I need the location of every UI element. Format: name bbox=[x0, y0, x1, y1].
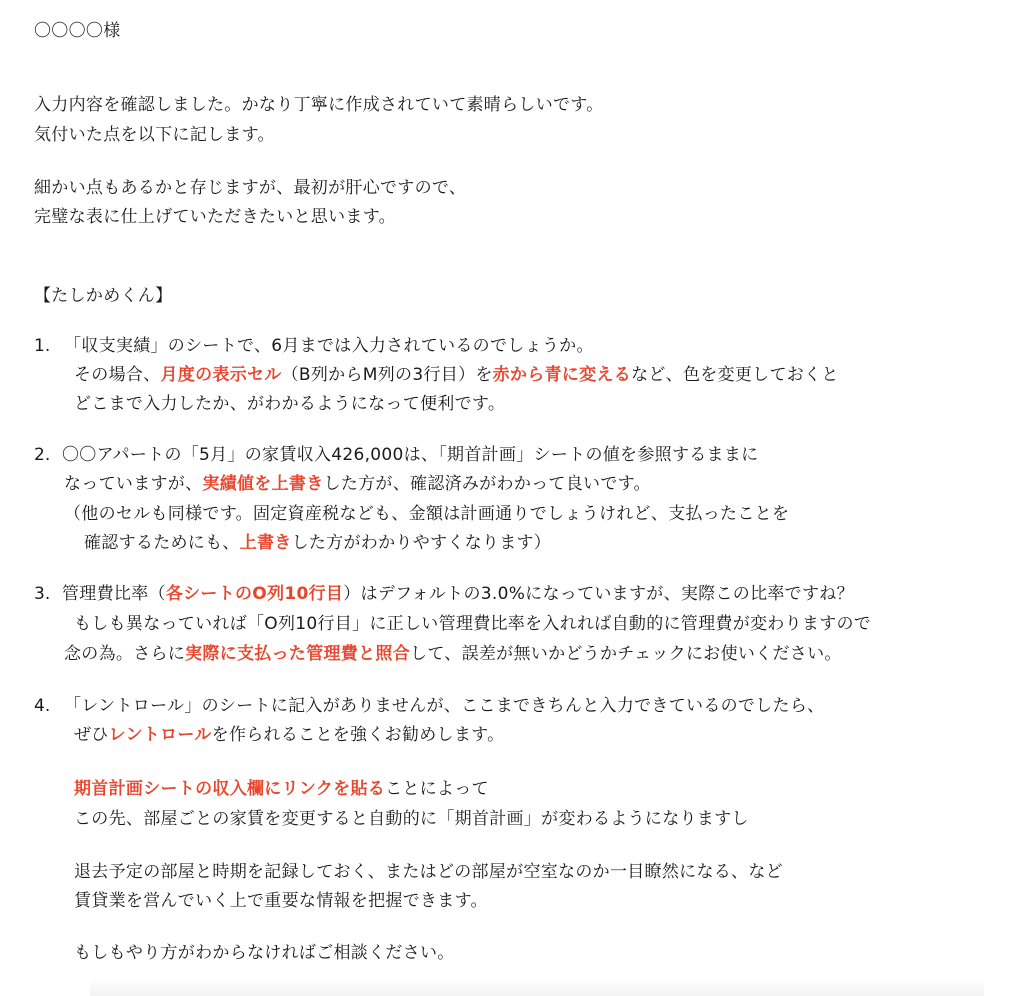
item-line: その場合、月度の表示セル（B列からM列の3行目）を赤から青に変えるなど、色を変更しておくと bbox=[74, 365, 839, 385]
item-line: （他のセルも同様です。固定資産税なども、金額は計画通りでしょうけれど、支払ったことを bbox=[64, 504, 790, 524]
item-number: 4. bbox=[34, 696, 51, 716]
highlight-text: 各シートのO列10行目 bbox=[165, 584, 344, 604]
bottom-edge-shadow bbox=[90, 978, 984, 996]
item-line: 「収支実績」のシートで、6月までは入力されているのでしょうか。 bbox=[64, 336, 594, 356]
intro2-line-1: 細かい点もあるかと存じますが、最初が肝心ですので、 bbox=[34, 178, 467, 198]
section-title: 【たしかめくん】 bbox=[34, 286, 173, 306]
intro-line-1: 入力内容を確認しました。かなり丁寧に作成されていて素晴らしいです。 bbox=[34, 95, 604, 115]
item-line: なっていますが、実績値を上書きした方が、確認済みがわかって良いです。 bbox=[64, 474, 651, 494]
item-line: 賃貸業を営んでいく上で重要な情報を把握できます。 bbox=[74, 891, 488, 911]
item-line: 〇〇アパートの「5月」の家賃収入426,000は、「期首計画」シートの値を参照するままに bbox=[62, 445, 759, 465]
highlight-text: 実際に支払った管理費と照合 bbox=[185, 644, 411, 664]
item-line: もしも異なっていれば「O列10行目」に正しい管理費比率を入れれば自動的に管理費が変わりますので bbox=[74, 614, 872, 634]
highlight-text: レントロール bbox=[108, 725, 212, 745]
item-line: この先、部屋ごとの家賃を変更すると自動的に「期首計画」が変わるようになりますし bbox=[74, 809, 749, 829]
item-line: 確認するためにも、上書きした方がわかりやすくなります） bbox=[84, 533, 552, 553]
item-line: 期首計画シートの収入欄にリンクを貼ることによって bbox=[74, 779, 489, 799]
highlight-text: 上書き bbox=[239, 533, 292, 553]
item-line: 管理費比率（各シートのO列10行目）はデフォルトの3.0%になっていますが、実際この比率ですね？ bbox=[62, 584, 854, 604]
intro2-line-2: 完璧な表に仕上げていただきたいと思います。 bbox=[34, 207, 396, 227]
item-line: もしもやり方がわからなければご相談ください。 bbox=[74, 943, 455, 963]
item-line: 念の為。さらに実際に支払った管理費と照合して、誤差が無いかどうかチェックにお使いください。 bbox=[64, 644, 842, 664]
highlight-text: 実績値を上書き bbox=[202, 474, 324, 494]
highlight-text: 期首計画シートの収入欄にリンクを貼る bbox=[74, 779, 386, 799]
highlight-text: 赤から青に変える bbox=[492, 365, 632, 385]
item-number: 1. bbox=[34, 336, 51, 356]
salutation: 〇〇〇〇様 bbox=[34, 21, 121, 41]
highlight-text: 月度の表示セル bbox=[160, 365, 282, 385]
item-number: 3. bbox=[34, 584, 51, 604]
item-line: ぜひレントロールを作られることを強くお勧めします。 bbox=[74, 725, 505, 745]
intro-line-2: 気付いた点を以下に記します。 bbox=[34, 125, 275, 145]
item-number: 2. bbox=[34, 445, 51, 465]
item-line: どこまで入力したか、がわかるようになって便利です。 bbox=[74, 394, 506, 414]
item-line: 退去予定の部屋と時期を記録しておく、またはどの部屋が空室なのか一目瞭然になる、など bbox=[74, 862, 783, 882]
item-line: 「レントロール」のシートに記入がありませんが、ここまできちんと入力できているのでしたら、 bbox=[64, 696, 825, 716]
